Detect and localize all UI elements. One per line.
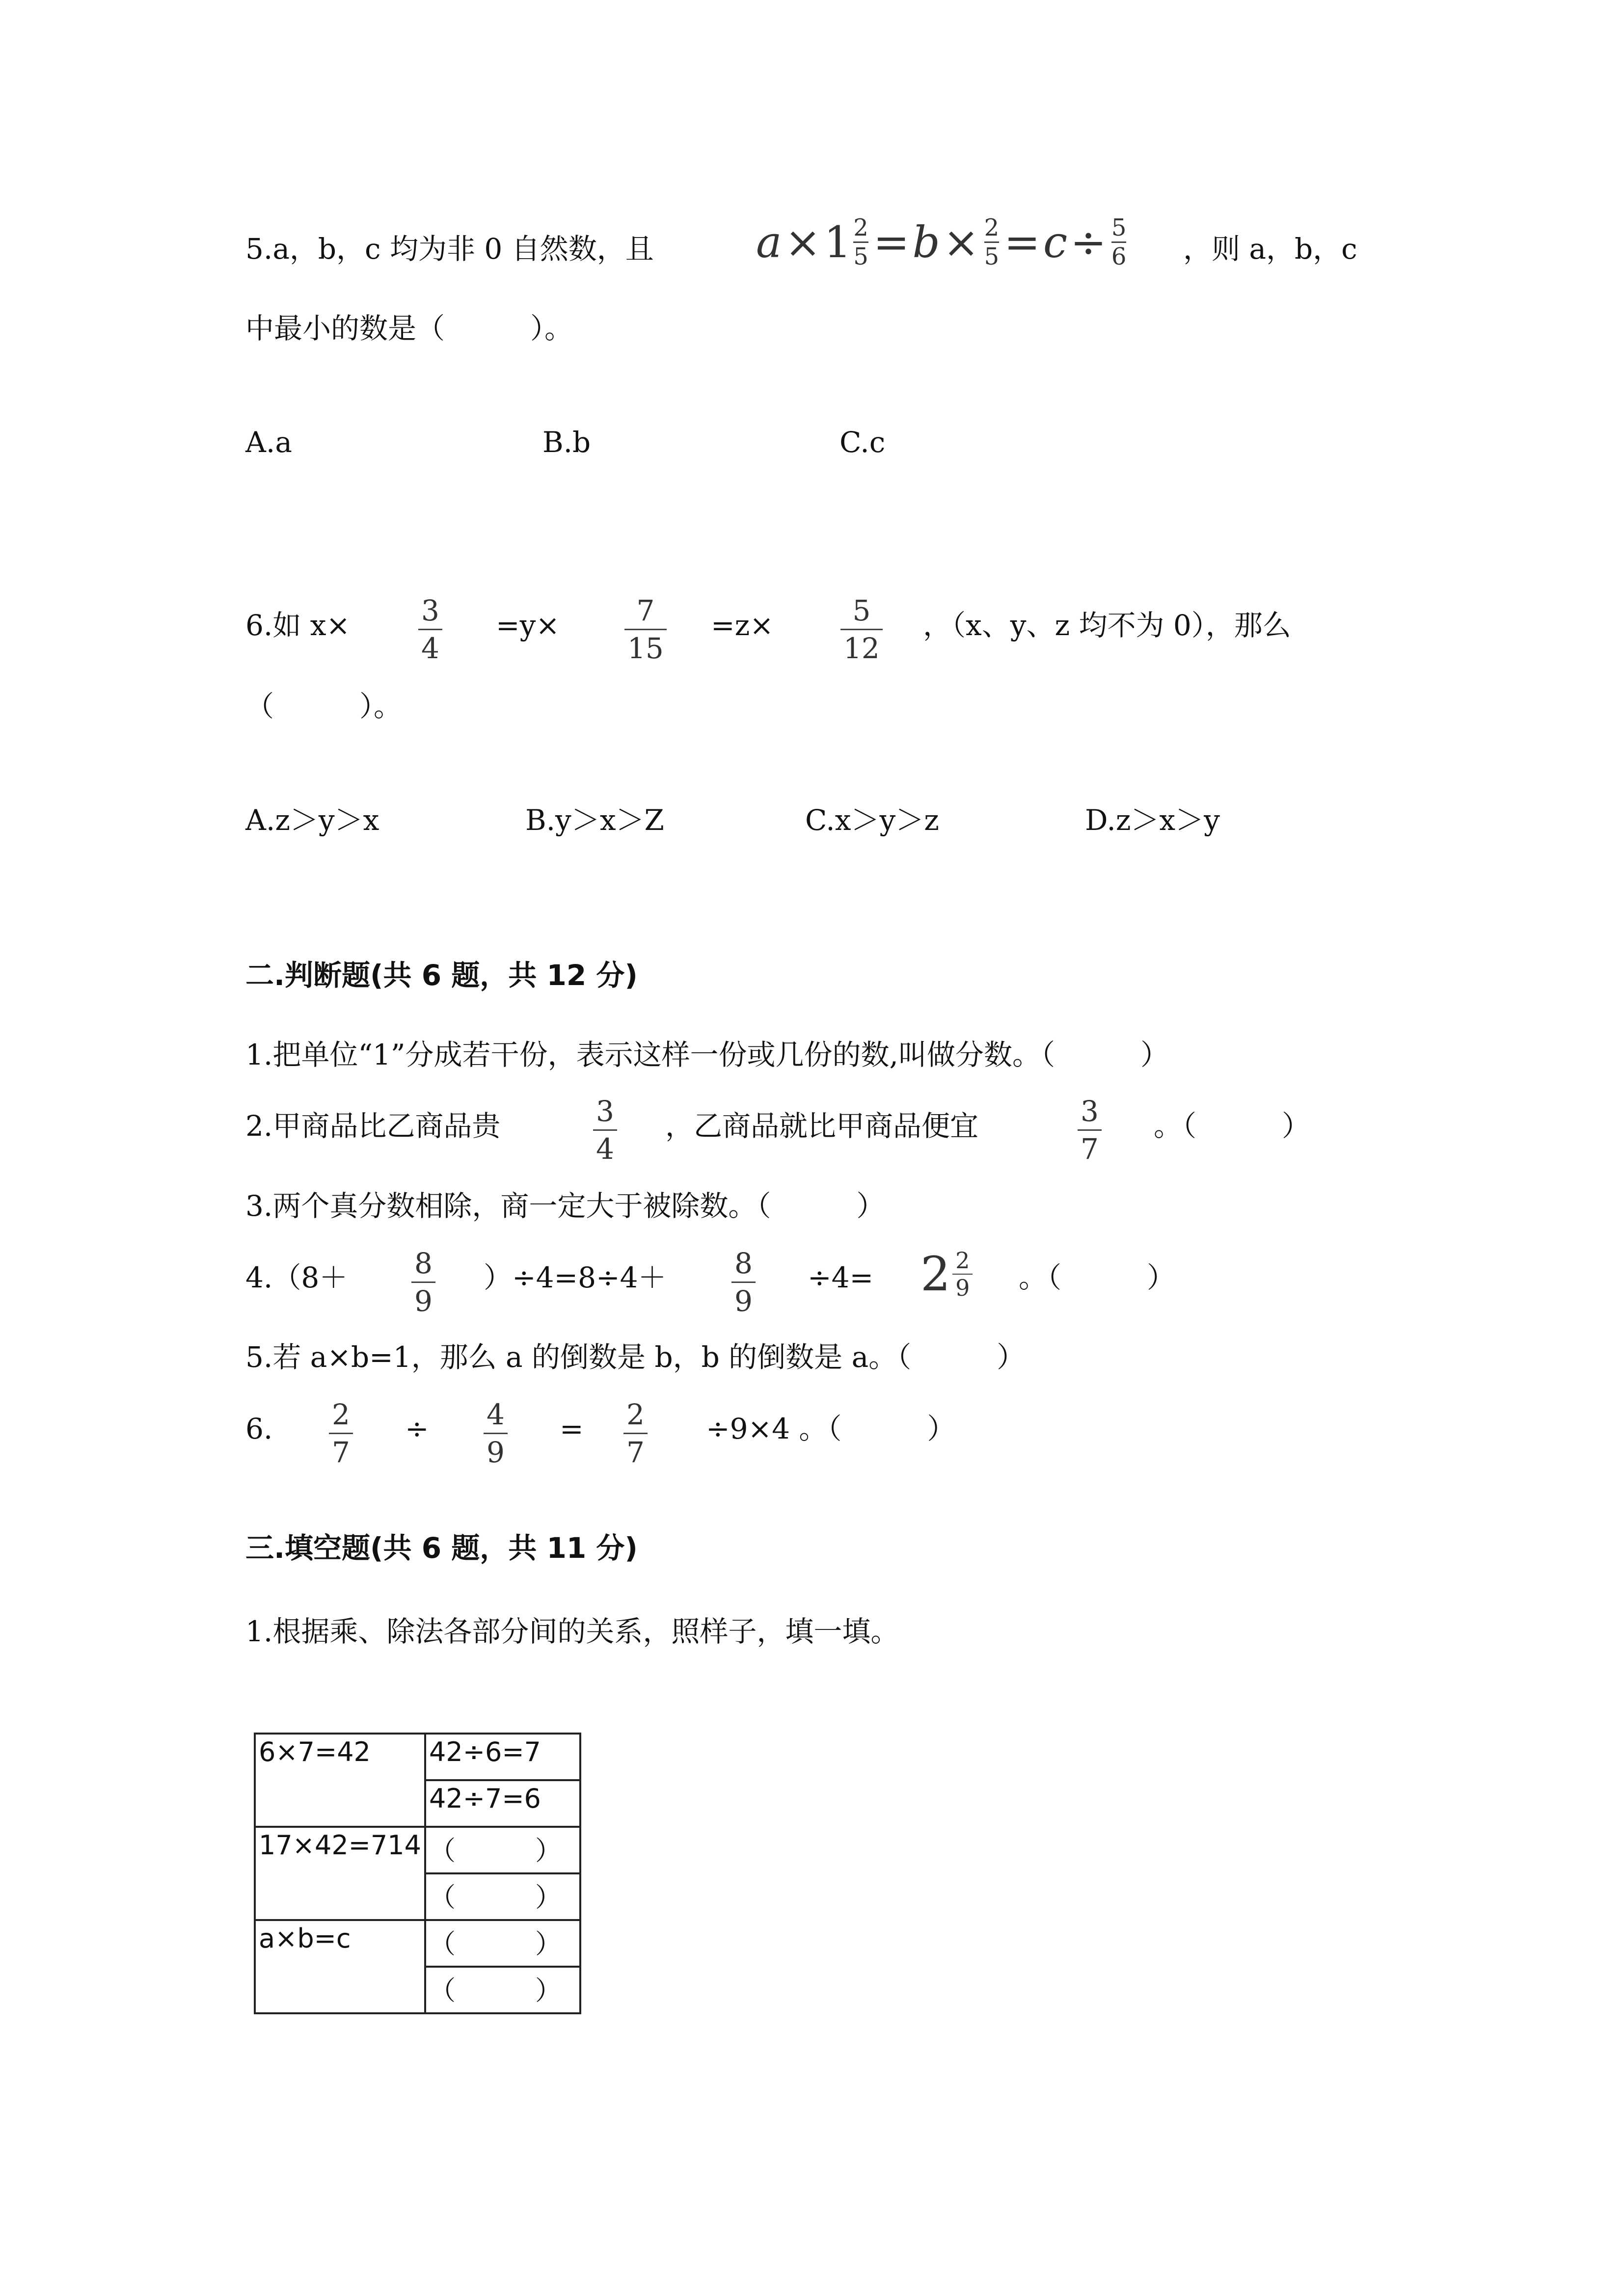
q6-fraction-1 — [418, 596, 442, 663]
answer-blank[interactable]: （ ） — [425, 1873, 580, 1920]
denominator: 7 — [1081, 1132, 1099, 1166]
s2-q2-part3: 。（ ） — [1154, 1109, 1311, 1143]
s2-q2-part1: 2.甲商品比乙商品贵 — [245, 1109, 501, 1143]
numerator: 4 — [487, 1398, 505, 1431]
s2-q4-fraction-2 — [731, 1247, 756, 1318]
numerator: 3 — [596, 1095, 614, 1128]
denominator: 15 — [627, 632, 664, 665]
denominator: 6 — [1111, 243, 1127, 270]
q5-var-c: c — [1043, 217, 1068, 267]
denominator: 7 — [332, 1436, 350, 1469]
denominator: 9 — [734, 1284, 753, 1318]
s2-q6-part3: = — [560, 1412, 584, 1445]
denominator: 4 — [596, 1132, 614, 1166]
denominator: 4 — [421, 632, 439, 665]
times-sign: × — [785, 217, 821, 267]
s2-q2-part2: ，乙商品就比甲商品便宜 — [665, 1109, 979, 1143]
s2-q6-part1: 6. — [245, 1412, 273, 1445]
s2-q6-fraction-3 — [623, 1400, 648, 1467]
answer-blank[interactable]: （ ） — [425, 1967, 580, 2013]
answer-blank[interactable]: （ ） — [425, 1920, 580, 1967]
denominator: 5 — [853, 243, 868, 270]
q5-option-c[interactable]: C.c — [839, 426, 886, 459]
table-cell-right: 42÷6=7 — [425, 1734, 580, 1780]
q5-line1-prefix: 5.a，b，c 均为非 0 自然数，且 — [245, 232, 654, 266]
denominator: 5 — [984, 243, 1000, 270]
numerator: 2 — [853, 214, 868, 241]
q5-fraction-2 — [984, 216, 1000, 268]
numerator: 5 — [1111, 214, 1127, 241]
s2-q6-part4: ÷9×4 。（ ） — [706, 1412, 956, 1445]
denominator: 9 — [414, 1284, 433, 1318]
s2-q4-fraction-1 — [411, 1247, 435, 1318]
answer-blank[interactable]: （ ） — [425, 1827, 580, 1873]
table-cell-left: 6×7=42 — [255, 1734, 425, 1827]
numerator: 2 — [332, 1398, 350, 1431]
q6-part4: ，（x、y、z 均不为 0），那么 — [923, 609, 1291, 642]
numerator: 8 — [414, 1247, 433, 1280]
s2-q4-part2: ）÷4=8÷4＋ — [484, 1261, 667, 1294]
q6-part1: 6.如 x× — [245, 609, 351, 642]
q6-part2: =y× — [496, 609, 560, 642]
section3-title: 三.填空题(共 6 题，共 11 分) — [245, 1531, 638, 1565]
q5-line2: 中最小的数是（ ）。 — [245, 312, 573, 345]
q6-fraction-2 — [624, 596, 667, 663]
q6-option-a[interactable]: A.z＞y＞x — [245, 803, 379, 837]
s2-q6-part2: ÷ — [405, 1412, 429, 1445]
numerator: 8 — [734, 1247, 753, 1280]
denominator: 7 — [626, 1436, 645, 1469]
mixed-whole: 2 — [920, 1247, 951, 1302]
s2-q4-part1: 4.（8＋ — [245, 1261, 348, 1294]
numerator: 5 — [852, 594, 871, 627]
s2-q4-mixed-number — [920, 1247, 973, 1302]
divide-sign: ÷ — [1070, 217, 1107, 267]
numerator: 3 — [421, 594, 439, 627]
q5-var-b: b — [912, 217, 940, 267]
s2-q1: 1.把单位“1”分成若干份，表示这样一份或几份的数,叫做分数。（ ） — [245, 1038, 1169, 1071]
q6-part3: =z× — [711, 609, 774, 642]
q5-option-a[interactable]: A.a — [245, 426, 292, 459]
denominator: 12 — [843, 632, 880, 665]
denominator: 9 — [487, 1436, 505, 1469]
s3-q1: 1.根据乘、除法各部分间的关系，照样子，填一填。 — [245, 1615, 899, 1648]
q6-line2: （ ）。 — [245, 690, 403, 723]
s2-q6-fraction-2 — [484, 1400, 508, 1467]
numerator: 2 — [626, 1398, 645, 1431]
numerator: 2 — [955, 1247, 970, 1274]
denominator: 9 — [955, 1275, 970, 1301]
relation-table — [254, 1733, 581, 2014]
q5-mixed-whole: 1 — [824, 217, 852, 267]
numerator: 7 — [636, 594, 655, 627]
numerator: 2 — [984, 214, 1000, 241]
table-cell-left: a×b=c — [255, 1920, 425, 2013]
s2-q5: 5.若 a×b=1，那么 a 的倒数是 b，b 的倒数是 a。（ ） — [245, 1340, 1026, 1374]
q6-option-b[interactable]: B.y＞x＞Z — [525, 803, 664, 837]
q5-option-b[interactable]: B.b — [542, 426, 591, 459]
equals-sign: = — [1004, 217, 1040, 267]
s2-q2-fraction-1 — [593, 1095, 617, 1166]
times-sign: × — [943, 217, 979, 267]
s2-q4-part4: 。（ ） — [1019, 1261, 1176, 1294]
q6-option-c[interactable]: C.x＞y＞z — [805, 803, 939, 837]
s2-q2-fraction-2 — [1078, 1095, 1102, 1166]
s2-q3: 3.两个真分数相除，商一定大于被除数。（ ） — [245, 1189, 885, 1223]
q6-fraction-3 — [840, 596, 883, 663]
q5-fraction-3 — [1111, 216, 1127, 268]
q6-option-d[interactable]: D.z＞x＞y — [1085, 803, 1220, 837]
equals-sign: = — [873, 217, 910, 267]
q5-fraction-1 — [853, 216, 868, 268]
s2-q6-fraction-1 — [329, 1400, 353, 1467]
q5-equation — [756, 216, 1128, 268]
table-cell-left: 17×42=714 — [255, 1827, 425, 1920]
table-cell-right: 42÷7=6 — [425, 1780, 580, 1827]
numerator: 3 — [1081, 1095, 1099, 1128]
s2-q4-part3: ÷4= — [808, 1261, 874, 1294]
section2-title: 二.判断题(共 6 题，共 12 分) — [245, 959, 638, 992]
q5-line1-suffix: ，则 a，b，c — [1183, 232, 1357, 266]
q5-var-a: a — [756, 217, 782, 267]
